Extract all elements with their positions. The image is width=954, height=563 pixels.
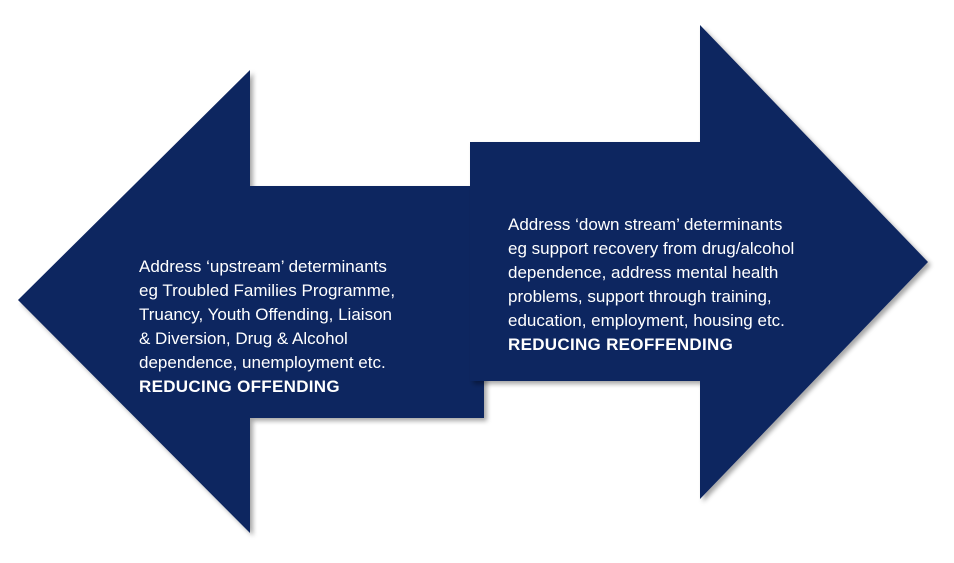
left-arrow-body: Address ‘upstream’ determinants eg Troubled Families Programme, Truancy, Youth Offending, Liaison & Diversion, Drug & Alcohol dependence, unemployment etc. xyxy=(139,257,396,372)
right-arrow-title: REDUCING REOFFENDING xyxy=(508,335,734,354)
left-arrow-text xyxy=(139,231,459,423)
left-arrow-title: REDUCING OFFENDING xyxy=(139,377,340,396)
right-arrow-body: Address ‘down stream’ determinants eg support recovery from drug/alcohol dependence, address mental health problems, support through training, education, employment, housing etc. xyxy=(508,215,795,330)
right-arrow-text xyxy=(508,189,853,381)
